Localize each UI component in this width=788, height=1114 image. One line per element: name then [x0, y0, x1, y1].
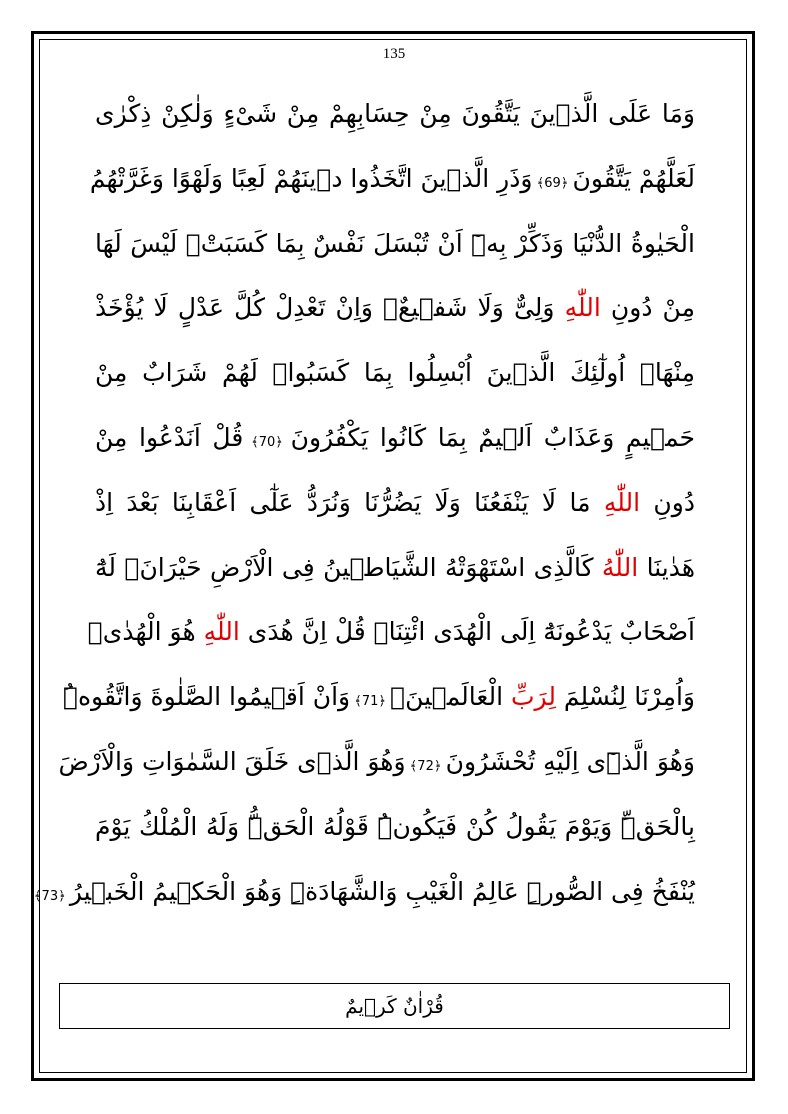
- ayah-number: ﴿73﴾: [33, 888, 70, 904]
- text-line: [95, 471, 695, 536]
- footer-box: [59, 983, 730, 1029]
- verse-text: وَاُمِرْنَا لِنُسْلِمَ: [555, 682, 695, 712]
- quran-text-block: [33, 82, 695, 924]
- ayah-number: ﴿69﴾: [532, 175, 573, 191]
- ayah-number: ﴿70﴾: [243, 434, 291, 450]
- verse-text: وَمَا عَلَى الَّذٖينَ يَتَّقُونَ مِنْ حِسَابِهِمْ مِنْ شَیْءٍ وَلٰكِنْ ذِكْرٰى: [95, 99, 695, 128]
- text-line: [95, 795, 695, 860]
- verse-text: حَمٖيمٍ وَعَذَابٌ اَلٖيمٌ بِمَا كَانُوا يَكْفُرُونَ: [290, 422, 695, 452]
- verse-text: الْحَيٰوةُ الدُّنْيَا وَذَكِّرْ بِهٖٓ اَنْ تُبْسَلَ نَفْسٌ بِمَا كَسَبَتْۗ لَيْسَ لَهَا: [95, 228, 695, 258]
- text-line: [95, 212, 695, 277]
- verse-text: وَذَرِ الَّذٖينَ اتَّخَذُوا دٖينَهُمْ لَعِبًا وَلَهْوًا وَغَرَّتْهُمُ: [89, 163, 533, 193]
- verse-text: هُوَ الْهُدٰىۜ: [87, 617, 204, 647]
- text-line: [33, 860, 695, 925]
- verse-text: اَصْحَابٌ يَدْعُونَهُٓ اِلَى الْهُدَى ائْتِنَاۜ قُلْ اِنَّ هُدَى: [239, 617, 695, 647]
- verse-text: يُنْفَخُ فِی الصُّورِۜ عَالِمُ الْغَيْبِ وَالشَّهَادَةِۜ وَهُوَ الْحَكٖيمُ الْخَبٖيرُ: [69, 876, 695, 906]
- text-line: [95, 82, 695, 147]
- text-line: [95, 341, 695, 406]
- text-line: [95, 536, 695, 601]
- text-line: [95, 406, 695, 471]
- ayah-number: ﴿71﴾: [350, 694, 391, 710]
- text-line: [58, 730, 695, 795]
- divine-name: لِرَبِّ: [510, 682, 556, 712]
- ayah-number: ﴿72﴾: [405, 758, 446, 774]
- text-line: [62, 665, 695, 730]
- page-number: 135: [382, 46, 406, 62]
- text-line: [89, 147, 695, 212]
- verse-text: كَالَّذِی اسْتَهْوَتْهُ الشَّيَاطٖينُ فِی الْاَرْضِ حَيْرَانَۖ لَهُٓ: [95, 552, 602, 582]
- verse-text: مِنْ دُونِ: [600, 293, 695, 323]
- footer-label: قُرْاٰنٌ كَرٖيمٌ: [345, 994, 444, 1018]
- divine-name: اللّٰهِ: [603, 487, 641, 517]
- verse-text: وَهُوَ الَّذٖٓی اِلَيْهِ تُحْشَرُونَ: [445, 746, 695, 776]
- verse-text: الْعَالَمٖينَۙ: [390, 682, 511, 712]
- verse-text: مِنْهَاۜ اُولٰٓئِكَ الَّذٖينَ اُبْسِلُوا بِمَا كَسَبُواۚ لَهُمْ شَرَابٌ مِنْ: [95, 358, 695, 388]
- verse-text: دُونِ: [640, 487, 695, 517]
- verse-text: هَدٰينَا: [638, 552, 695, 582]
- divine-name: اللّٰهِ: [203, 617, 240, 647]
- verse-text: لَعَلَّهُمْ يَتَّقُونَ: [572, 163, 695, 193]
- verse-text: وَاَنْ اَقٖيمُوا الصَّلٰوةَ وَاتَّقُوهُۜ: [62, 682, 351, 712]
- text-line: [95, 276, 695, 341]
- verse-text: مَا لَا يَنْفَعُنَا وَلَا يَضُرُّنَا وَنُرَدُّ عَلٰٓى اَعْقَابِنَا بَعْدَ اِذْ: [95, 487, 604, 517]
- divine-name: اللّٰهِ: [564, 293, 601, 323]
- verse-text: قُلْ اَنَدْعُوا مِنْ: [95, 422, 244, 452]
- verse-text: بِالْحَقِّۜ وَيَوْمَ يَقُولُ كُنْ فَيَكُونُۜ قَوْلُهُ الْحَقُّۜ وَلَهُ الْمُلْكُ يَوْمَ: [95, 811, 695, 841]
- verse-text: وَهُوَ الَّذٖی خَلَقَ السَّمٰوَاتِ وَالْاَرْضَ: [58, 746, 406, 776]
- verse-text: وَلِیٌّ وَلَا شَفٖيعٌۚ وَاِنْ تَعْدِلْ كُلَّ عَدْلٍ لَا يُؤْخَذْ: [95, 293, 565, 323]
- divine-name: اللّٰهُ: [601, 552, 639, 582]
- text-line: [87, 600, 695, 665]
